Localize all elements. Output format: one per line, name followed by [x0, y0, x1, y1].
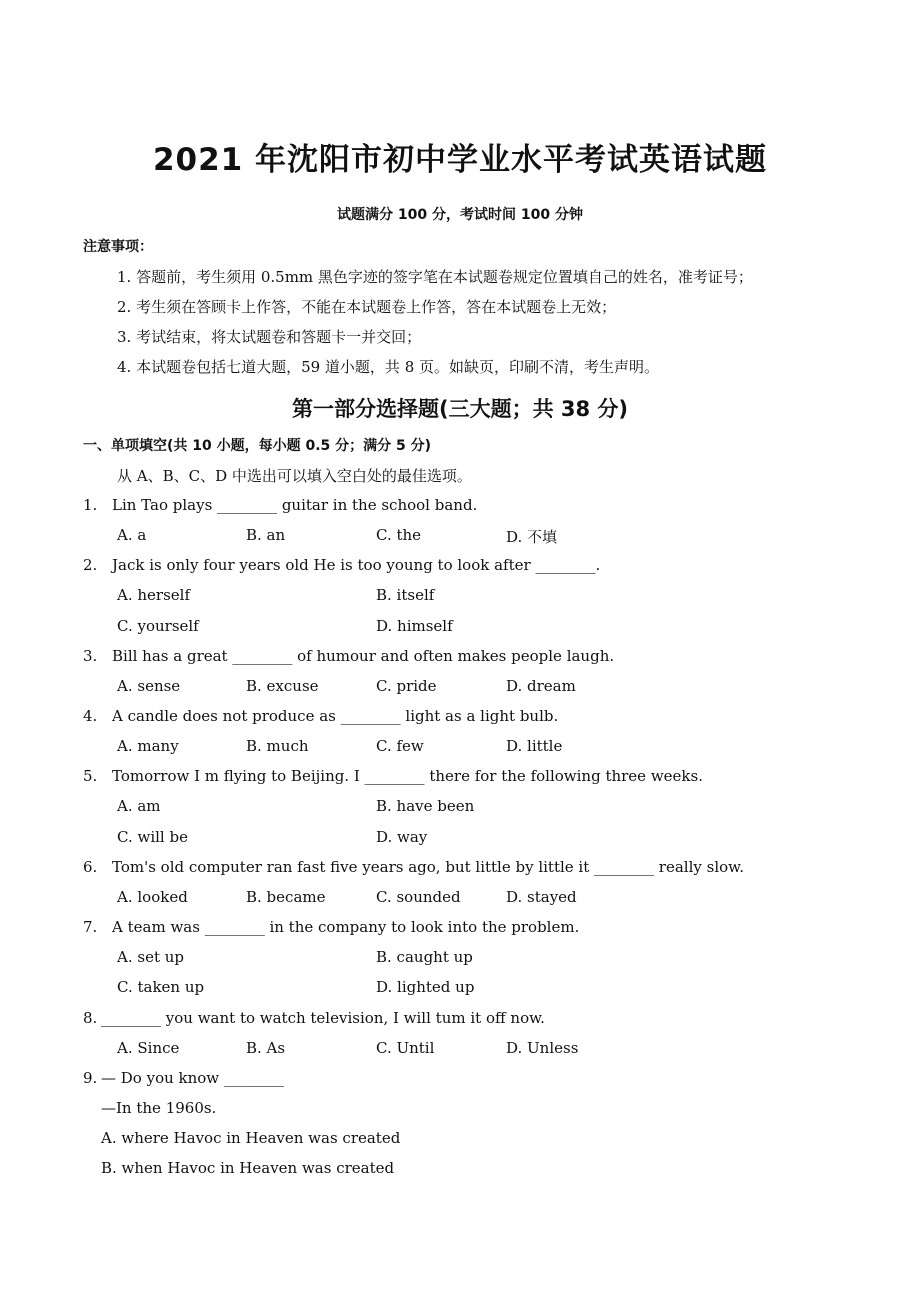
notice-item: 2. 考生须在答顾卡上作答，不能在本试题卷上作答，答在本试题卷上无效；	[117, 298, 617, 316]
option-c: C. will be	[117, 828, 188, 846]
option-c: C. pride	[376, 677, 437, 695]
question-text: — Do you know ________	[101, 1069, 284, 1087]
section-instruction: 从 A、B、C、D 中选出可以填入空白处的最佳选项。	[117, 467, 472, 485]
option-d: D. little	[506, 737, 563, 755]
option-c: C. the	[376, 526, 422, 544]
question-text: Tomorrow I m flying to Beijing. I ________ there for the following three weeks.	[112, 767, 703, 785]
notice-item: 3. 考试结束，将太试题卷和答题卡一并交回；	[117, 328, 422, 346]
question-number: 6.	[83, 858, 98, 876]
option-d: D. himself	[376, 617, 453, 635]
option-b: B. As	[246, 1039, 286, 1057]
option-b: B. itself	[376, 586, 435, 604]
option-d: D. dream	[506, 677, 576, 695]
option-a: A. where Havoc in Heaven was created	[101, 1129, 401, 1147]
question-number: 8.	[83, 1009, 98, 1027]
notice-item: 4. 本试题卷包括七道大题，59 道小题，共 8 页。如缺页，印刷不清，考生声明。	[117, 358, 660, 376]
question-text: Lin Tao plays ________ guitar in the school band.	[112, 496, 478, 514]
option-d: D. stayed	[506, 888, 577, 906]
option-a: A. looked	[117, 888, 188, 906]
option-b: B. have been	[376, 797, 475, 815]
question-number: 2.	[83, 556, 98, 574]
option-b: B. excuse	[246, 677, 319, 695]
question-text: ________ you want to watch television, I will tum it off now.	[101, 1009, 545, 1027]
question-text: Jack is only four years old He is too young to look after ________.	[112, 556, 601, 574]
option-b: B. an	[246, 526, 286, 544]
option-c: C. yourself	[117, 617, 199, 635]
option-b: B. caught up	[376, 948, 473, 966]
option-d: D. lighted up	[376, 978, 475, 996]
option-d: D. way	[376, 828, 428, 846]
question-number: 3.	[83, 647, 98, 665]
option-c: C. taken up	[117, 978, 205, 996]
option-a: A. set up	[117, 948, 185, 966]
option-a: A. Since	[117, 1039, 180, 1057]
option-a: A. herself	[117, 586, 191, 604]
page-title: 2021 年沈阳市初中学业水平考试英语试题	[152, 142, 768, 178]
part-heading: 第一部分选择题(三大题；共 38 分)	[291, 397, 629, 421]
section-heading: 一、单项填空(共 10 小题，每小题 0.5 分；满分 5 分)	[83, 438, 432, 454]
question-text: Bill has a great ________ of humour and often makes people laugh.	[112, 647, 615, 665]
option-a: A. sense	[117, 677, 181, 695]
option-c: C. Until	[376, 1039, 435, 1057]
notice-item: 1. 答题前，考生须用 0.5mm 黑色字迹的签字笔在本试题卷规定位置填自己的姓名，准考证号；	[117, 268, 753, 286]
question-text: A team was ________ in the company to look into the problem.	[112, 918, 580, 936]
option-c: C. sounded	[376, 888, 461, 906]
question-number: 7.	[83, 918, 98, 936]
option-a: A. a	[117, 526, 147, 544]
option-b: B. much	[246, 737, 309, 755]
option-b: B. when Havoc in Heaven was created	[101, 1159, 395, 1177]
question-reply: —In the 1960s.	[101, 1099, 217, 1117]
option-c: C. few	[376, 737, 424, 755]
question-number: 1.	[83, 496, 98, 514]
question-number: 9.	[83, 1069, 98, 1087]
option-d: D. Unless	[506, 1039, 579, 1057]
notice-heading: 注意事项：	[83, 239, 153, 255]
question-number: 4.	[83, 707, 98, 725]
question-number: 5.	[83, 767, 98, 785]
option-d: D. 不填	[506, 528, 558, 546]
question-text: A candle does not produce as ________ light as a light bulb.	[112, 707, 559, 725]
option-a: A. many	[117, 737, 179, 755]
exam-subtitle: 试题满分 100 分，考试时间 100 分钟	[337, 207, 583, 223]
option-b: B. became	[246, 888, 326, 906]
option-a: A. am	[117, 797, 161, 815]
question-text: Tom's old computer ran fast five years ago, but little by little it ________ really slow.	[112, 858, 744, 876]
